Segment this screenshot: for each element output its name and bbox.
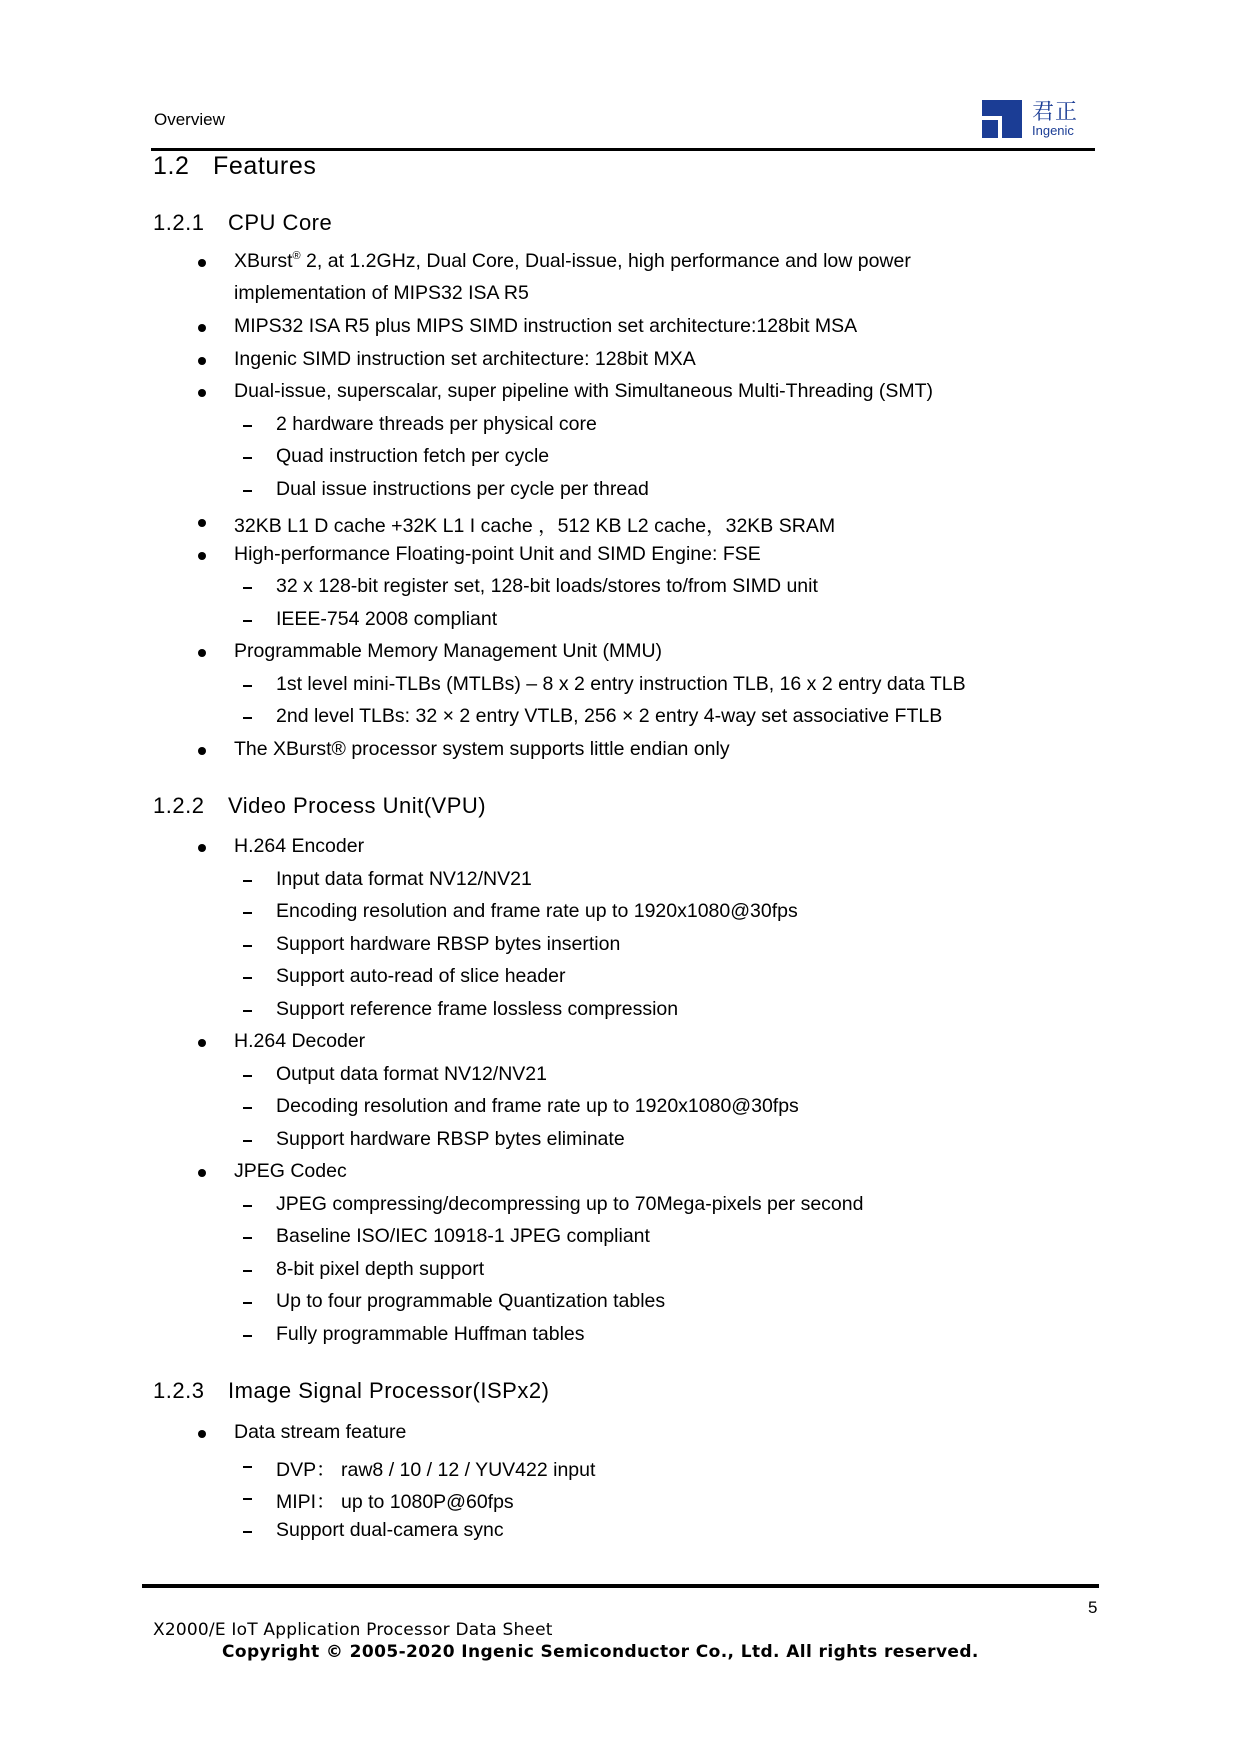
section-number: 1.2 (153, 152, 190, 180)
sub-list-item: Input data format NV12/NV21 (276, 868, 532, 890)
sub-list-item: Support hardware RBSP bytes eliminate (276, 1128, 625, 1150)
sub-list-item: JPEG compressing/decompressing up to 70Mega-pixels per second (276, 1193, 864, 1215)
list-item: High-performance Floating-point Unit and SIMD Engine: FSE (234, 543, 761, 565)
dash-icon (243, 1466, 252, 1468)
dash-icon (243, 717, 252, 719)
dash-icon (243, 1075, 252, 1077)
sub-list-item: Support dual-camera sync (276, 1519, 504, 1541)
sub-list-item: 2 hardware threads per physical core (276, 413, 597, 435)
list-item: JPEG Codec (234, 1160, 347, 1182)
dash-icon (243, 1531, 252, 1533)
subsection-number: 1.2.2 (153, 793, 205, 818)
sub-list-item: 2nd level TLBs: 32 × 2 entry VTLB, 256 × 2 entry 4-way set associative FTLB (276, 705, 943, 727)
bullet-icon (198, 649, 206, 657)
dash-icon (243, 1270, 252, 1272)
list-item: H.264 Decoder (234, 1030, 366, 1052)
list-item: Dual-issue, superscalar, super pipeline with Simultaneous Multi-Threading (SMT) (234, 380, 934, 402)
dash-icon (243, 490, 252, 492)
subsection-title: CPU Core (228, 210, 333, 235)
dash-icon (243, 1205, 252, 1207)
subsection-title: Image Signal Processor(ISPx2) (228, 1378, 550, 1403)
dash-icon (243, 685, 252, 687)
ingenic-logo (982, 98, 1086, 140)
dash-icon (243, 1107, 252, 1109)
footer-rule (142, 1584, 1099, 1588)
dash-icon (243, 1302, 252, 1304)
bullet-icon (198, 324, 206, 332)
bullet-icon (198, 1039, 206, 1047)
sub-list-item: Fully programmable Huffman tables (276, 1323, 585, 1345)
running-header: Overview (154, 110, 225, 129)
sub-list-item: Support reference frame lossless compression (276, 998, 679, 1020)
dash-icon (243, 1010, 252, 1012)
subsection-title: Video Process Unit(VPU) (228, 793, 487, 818)
dash-icon (243, 1237, 252, 1239)
dash-icon (243, 977, 252, 979)
logo-chinese-text: 君正 (1032, 100, 1079, 125)
subsection-number: 1.2.3 (153, 1378, 205, 1403)
dash-icon (243, 587, 252, 589)
dash-icon (243, 912, 252, 914)
bullet-icon (198, 552, 206, 560)
bullet-icon (198, 519, 206, 527)
sub-list-item: Dual issue instructions per cycle per thread (276, 478, 649, 500)
bullet-icon (198, 357, 206, 365)
bullet-icon (198, 389, 206, 397)
sub-list-item: Encoding resolution and frame rate up to 1920x1080@30fps (276, 900, 798, 922)
dash-icon (243, 457, 252, 459)
sub-list-item: 1st level mini-TLBs (MTLBs) – 8 x 2 entry instruction TLB, 16 x 2 entry data TLB (276, 673, 966, 695)
section-heading (153, 152, 317, 181)
subsection-heading-cpu-core (153, 210, 333, 236)
dash-icon (243, 620, 252, 622)
bullet-icon (198, 1430, 206, 1438)
list-item: 32KB L1 D cache +32K L1 I cache ，512 KB L2 cache，32KB SRAM (234, 515, 836, 537)
list-item: H.264 Encoder (234, 835, 365, 857)
list-item: Data stream feature (234, 1421, 407, 1443)
dash-icon (243, 1335, 252, 1337)
section-title: Features (213, 152, 317, 180)
sub-list-item: Baseline ISO/IEC 10918-1 JPEG compliant (276, 1225, 650, 1247)
sub-list-item: Quad instruction fetch per cycle (276, 445, 550, 467)
sub-list-item: DVP： raw8 / 10 / 12 / YUV422 input (276, 1459, 596, 1481)
dash-icon (243, 425, 252, 427)
bullet-icon (198, 259, 206, 267)
footer-copyright: Copyright © 2005-2020 Ingenic Semiconductor Co., Ltd. All rights reserved. (222, 1642, 979, 1662)
subsection-heading-vpu (153, 793, 487, 819)
dash-icon (243, 945, 252, 947)
footer-doc-title: X2000/E IoT Application Processor Data Sheet (153, 1620, 553, 1640)
sub-list-item: Support auto-read of slice header (276, 965, 566, 987)
list-item: Ingenic SIMD instruction set architecture: 128bit MXA (234, 348, 696, 370)
bullet-icon (198, 1169, 206, 1177)
list-item: MIPS32 ISA R5 plus MIPS SIMD instruction set architecture:128bit MSA (234, 315, 858, 337)
bullet-icon (198, 747, 206, 755)
list-item-continuation: implementation of MIPS32 ISA R5 (234, 282, 529, 304)
logo-mark-icon (982, 100, 1022, 138)
subsection-number: 1.2.1 (153, 210, 205, 235)
sub-list-item: 8-bit pixel depth support (276, 1258, 485, 1280)
sub-list-item: IEEE-754 2008 compliant (276, 608, 498, 630)
sub-list-item: Up to four programmable Quantization tables (276, 1290, 666, 1312)
list-item: XBurst® 2, at 1.2GHz, Dual Core, Dual-issue, high performance and low power (234, 250, 911, 272)
list-item: Programmable Memory Management Unit (MMU) (234, 640, 663, 662)
dash-icon (243, 880, 252, 882)
sub-list-item: Support hardware RBSP bytes insertion (276, 933, 621, 955)
sub-list-item: 32 x 128-bit register set, 128-bit loads/stores to/from SIMD unit (276, 575, 818, 597)
sub-list-item: Decoding resolution and frame rate up to 1920x1080@30fps (276, 1095, 799, 1117)
page-number: 5 (1088, 1598, 1098, 1617)
dash-icon (243, 1498, 252, 1500)
bullet-icon (198, 844, 206, 852)
list-item: The XBurst® processor system supports little endian only (234, 738, 730, 760)
logo-english-text: Ingenic (1032, 123, 1074, 138)
sub-list-item: MIPI： up to 1080P@60fps (276, 1491, 514, 1513)
header-rule (151, 148, 1095, 151)
sub-list-item: Output data format NV12/NV21 (276, 1063, 547, 1085)
dash-icon (243, 1140, 252, 1142)
subsection-heading-isp (153, 1378, 550, 1404)
